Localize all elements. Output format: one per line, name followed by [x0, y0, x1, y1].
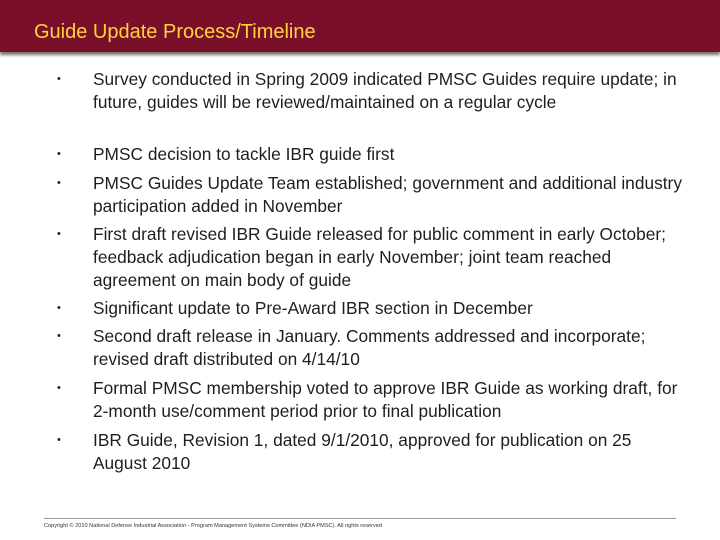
- bullet-dot: •: [57, 148, 61, 160]
- footer-divider: [44, 518, 676, 519]
- bullet-text: Significant update to Pre-Award IBR section in December: [93, 298, 533, 318]
- slide-title: Guide Update Process/Timeline: [34, 21, 316, 43]
- bullet-dot: •: [57, 177, 61, 189]
- bullet-dot: •: [57, 302, 61, 314]
- bullet-dot: •: [57, 330, 61, 342]
- bullet-dot: •: [57, 73, 61, 85]
- bullet-text: First draft revised IBR Guide released for public comment in early October; feedback adjudication began in early November; joint team reached agreement on main body of guide: [93, 224, 666, 290]
- bullet-dot: •: [57, 382, 61, 394]
- bullet-text: Second draft release in January. Comments addressed and incorporate; revised draft distributed on 4/14/10: [93, 326, 646, 369]
- copyright-footer: Copyright © 2010 National Defense Industrial Association - Program Management Systems Committee (NDIA PMSC). All rights reserved: [44, 523, 383, 529]
- bullet-text: IBR Guide, Revision 1, dated 9/1/2010, approved for publication on 25 August 2010: [93, 430, 632, 473]
- bullet-text: Survey conducted in Spring 2009 indicated PMSC Guides require update; in future, guides will be reviewed/maintained on a regular cycle: [93, 69, 677, 112]
- bullet-dot: •: [57, 228, 61, 240]
- bullet-dot: •: [57, 434, 61, 446]
- bullet-text: PMSC decision to tackle IBR guide first: [93, 144, 395, 164]
- bullet-text: PMSC Guides Update Team established; government and additional industry participation added in November: [93, 173, 682, 216]
- bullet-text: Formal PMSC membership voted to approve IBR Guide as working draft, for 2-month use/comment period prior to final publication: [93, 378, 678, 421]
